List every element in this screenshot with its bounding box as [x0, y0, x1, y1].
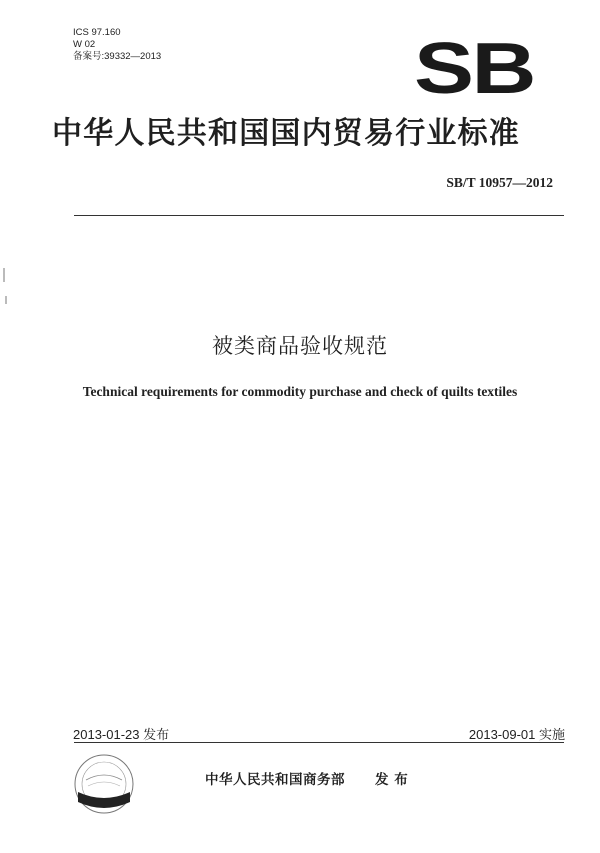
top-divider [74, 215, 564, 216]
bottom-divider [74, 742, 564, 743]
document-header-meta [73, 27, 161, 63]
ics-code: ICS 97.160 [73, 27, 121, 38]
classification-code: W 02 [73, 39, 96, 50]
issuer-name: 中华人民共和国商务部 [205, 772, 345, 788]
publish-date: 2013-01-23 发布 [73, 727, 170, 742]
record-number: 备案号:39332—2013 [73, 51, 162, 62]
seal-stamp-icon [72, 752, 136, 816]
implement-date: 2013-09-01 实施 [468, 727, 565, 742]
standard-number: SB/T 10957—2012 [446, 175, 553, 190]
scan-edge-mark [3, 268, 5, 282]
scan-edge-mark [5, 296, 7, 304]
sb-logo: SB [414, 29, 535, 109]
issuer-title: 中华人民共和国国内贸易行业标准 [52, 116, 520, 151]
issuing-authority [205, 768, 408, 788]
document-title-english: Technical requirements for commodity purchase and check of quilts textiles [82, 384, 518, 399]
document-title-chinese: 被类商品验收规范 [212, 334, 388, 358]
release-label: 发 布 [375, 772, 409, 788]
